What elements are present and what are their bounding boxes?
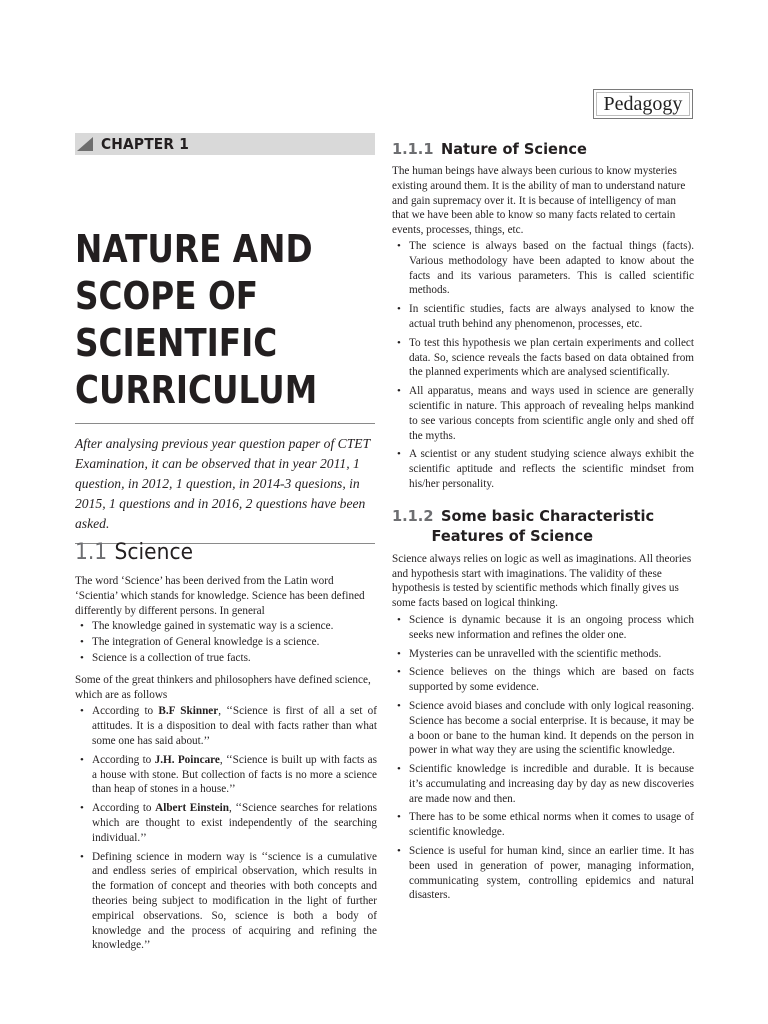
chapter-tag-label: CHAPTER 1 bbox=[101, 135, 190, 153]
person-name: Albert Einstein bbox=[155, 802, 229, 815]
person-name: J.H. Poincare bbox=[154, 753, 220, 766]
thinkers-paragraph: Some of the great thinkers and philosophers have defined science, which are as follows bbox=[75, 673, 371, 701]
chapter-triangle-icon bbox=[77, 137, 93, 151]
list-item: • Mysteries can be unravelled with the scientific methods. bbox=[392, 647, 694, 662]
list-item: • There has to be some ethical norms when it comes to usage of scientific knowledge. bbox=[392, 810, 694, 840]
section-number: 1.1.1 bbox=[392, 140, 434, 158]
list-item: • Science avoid biases and conclude with only logical reasoning. Science has become a social enterprise. It is because, it may be a boon or bane to the human kind. It depends on the person in power in what way they are using the scientific knowledge. bbox=[392, 699, 694, 758]
list-item: • To test this hypothesis we plan certain experiments and collect data. So, science reveals the facts based on data obtained from the planned experiments which are analysed scientifically. bbox=[392, 336, 694, 380]
list-item: • In scientific studies, facts are always analysed to know the actual truth behind any phenomenon, processes, etc. bbox=[392, 302, 694, 332]
list-item: • The integration of General knowledge is a science. bbox=[75, 635, 377, 650]
chapter-tag bbox=[75, 133, 375, 155]
thinkers-quotes-list bbox=[75, 704, 377, 953]
list-item: • Science is dynamic because it is an ongoing process which seeks new information and refines the older one. bbox=[392, 613, 694, 643]
section-1-1-2-heading bbox=[392, 506, 676, 546]
left-column bbox=[75, 574, 377, 957]
list-item: • A scientist or any student studying science always exhibit the scientific aptitude and reflects the scientific mindset from his/her personality. bbox=[392, 447, 694, 491]
list-item: • The science is always based on the factual things (facts). Various methodology have been adapted to know about the facts and its various parameters. This is called scientific methods. bbox=[392, 239, 694, 298]
subject-badge bbox=[593, 89, 693, 119]
science-general-list bbox=[75, 619, 377, 665]
person-name: B.F Skinner bbox=[158, 705, 219, 718]
chapter-intro-text: After analysing previous year question paper of CTET Examination, it can be observed that in year 2011, 1 question, in 2012, 1 question, in 2014-3 quesions, in 2015, 1 questions and in 2016, 2 questions have been asked. bbox=[75, 436, 370, 531]
list-item: • According to J.H. Poincare, ‘‘Science is built up with facts as a house with stone. But collection of facts is no more a science than heap of stones in a house.’’ bbox=[75, 753, 377, 797]
section-title: Nature of Science bbox=[441, 140, 587, 158]
list-item: • According to B.F Skinner, ‘‘Science is first of all a set of attitudes. It is a disposition to deal with facts rather than what some one has said about.’’ bbox=[75, 704, 377, 748]
list-item: • Science is a collection of true facts. bbox=[75, 651, 377, 666]
list-item: • The knowledge gained in systematic way is a science. bbox=[75, 619, 377, 634]
chapter-intro-box bbox=[75, 423, 375, 544]
section-number: 1.1.2 bbox=[392, 506, 434, 525]
list-item: • Science believes on the things which are based on facts supported by some evidence. bbox=[392, 665, 694, 695]
chapter-title: NATURE AND SCOPE OF SCIENTIFIC CURRICULUM bbox=[75, 227, 318, 412]
list-item: • According to Albert Einstein, ‘‘Science searches for relations which are thought to exist independently of the searching individual.’’ bbox=[75, 801, 377, 845]
subject-badge-label: Pedagogy bbox=[596, 92, 690, 116]
characteristics-list bbox=[392, 613, 694, 903]
section-number: 1.1 bbox=[75, 540, 108, 565]
nature-list bbox=[392, 239, 694, 492]
right-column bbox=[392, 140, 694, 907]
list-item: • Defining science in modern way is ‘‘science is a cumulative and endless series of empirical observation, which results in the formation of concept and theories with both concepts and theories being subject to modification in the light of further empirical observations. So, science is both a body of knowledge and the process of acquiring and refining the knowledge.’’ bbox=[75, 850, 377, 954]
section-title-line2: Features of Science bbox=[431, 526, 594, 545]
list-item: • Scientific knowledge is incredible and durable. It is because it’s accumulating and increasing day by day as new discoveries are made now and then. bbox=[392, 762, 694, 806]
section-1-1-heading bbox=[75, 540, 193, 565]
science-definition-paragraph: The word ‘Science’ has been derived from the Latin word ‘Scientia’ which stands for knowledge. Science has been defined differently by different persons. In general bbox=[75, 575, 365, 617]
list-item: • All apparatus, means and ways used in science are generally scientific in nature. This approach of revealing helps mankind to see various concepts from scientific angle only and shed off the myths. bbox=[392, 384, 694, 443]
section-title: Science bbox=[114, 540, 194, 565]
section-title-line1: Some basic Characteristic bbox=[441, 506, 655, 525]
section-1-1-1-heading bbox=[392, 139, 676, 159]
characteristics-paragraph: Science always relies on logic as well as imaginations. All theories and hypothesis start with imaginations. The validity of these hypothesis is tested by scientific methods which finally gives us some facts based on logical thinking. bbox=[392, 552, 692, 610]
nature-paragraph: The human beings have always been curious to know mysteries existing around them. It is the ability of man to understand nature and gain supremacy over it. It is because of intelligency of man that we have been able to know so many facts related to certain events, processes, things, etc. bbox=[392, 165, 686, 237]
list-item: • Science is useful for human kind, since an earlier time. It has been used in generation of power, managing information, communicating system, controlling epidemics and natural disasters. bbox=[392, 844, 694, 903]
